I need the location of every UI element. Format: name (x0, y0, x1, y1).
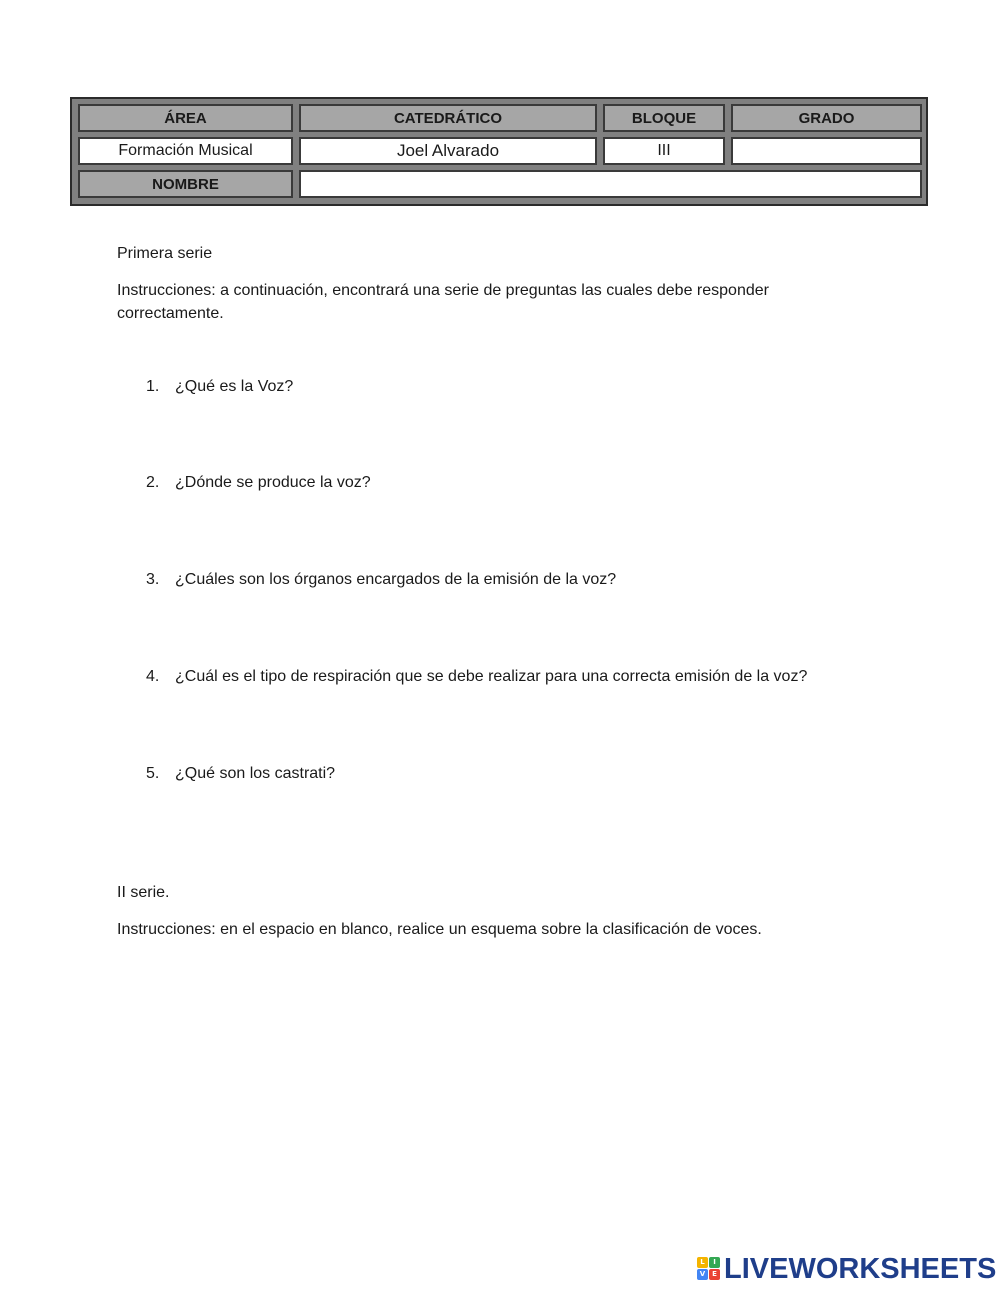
header-table (70, 97, 928, 206)
question-text: ¿Qué es la Voz? (175, 378, 294, 395)
logo-mark-l: L (697, 1257, 708, 1268)
nombre-label: NOMBRE (78, 170, 293, 198)
liveworksheets-logo-text: LIVEWORKSHEETS (724, 1252, 997, 1285)
logo-mark-e: E (709, 1269, 720, 1280)
nombre-input[interactable] (299, 170, 922, 198)
serie1-instructions-line2: correctamente. (117, 305, 224, 322)
grado-input[interactable] (731, 137, 922, 165)
bloque-value: III (603, 137, 725, 165)
question-number: 4. (146, 668, 160, 685)
catedratico-header: CATEDRÁTICO (299, 104, 597, 132)
liveworksheets-logo (697, 1254, 996, 1284)
serie2-instructions: Instrucciones: en el espacio en blanco, realice un esquema sobre la clasificación de voces. (117, 921, 762, 938)
question-number: 5. (146, 765, 160, 782)
liveworksheets-logo-icon (697, 1257, 721, 1281)
bloque-header: BLOQUE (603, 104, 725, 132)
logo-mark-v: V (697, 1269, 708, 1280)
area-header: ÁREA (78, 104, 293, 132)
catedratico-value: Joel Alvarado (299, 137, 597, 165)
question-text: ¿Dónde se produce la voz? (175, 474, 371, 491)
logo-mark-i: I (709, 1257, 720, 1268)
question-text: ¿Cuál es el tipo de respiración que se debe realizar para una correcta emisión de la voz? (175, 668, 808, 685)
question-text: ¿Cuáles son los órganos encargados de la emisión de la voz? (175, 571, 617, 588)
grado-header: GRADO (731, 104, 922, 132)
serie2-title: II serie. (117, 884, 170, 901)
question-text: ¿Qué son los castrati? (175, 765, 336, 782)
question-number: 3. (146, 571, 160, 588)
serie1-instructions-line1: Instrucciones: a continuación, encontrará una serie de preguntas las cuales debe responder (117, 282, 769, 299)
serie1-title: Primera serie (117, 245, 213, 262)
area-value: Formación Musical (78, 137, 293, 165)
question-number: 2. (146, 474, 160, 491)
question-number: 1. (146, 378, 160, 395)
